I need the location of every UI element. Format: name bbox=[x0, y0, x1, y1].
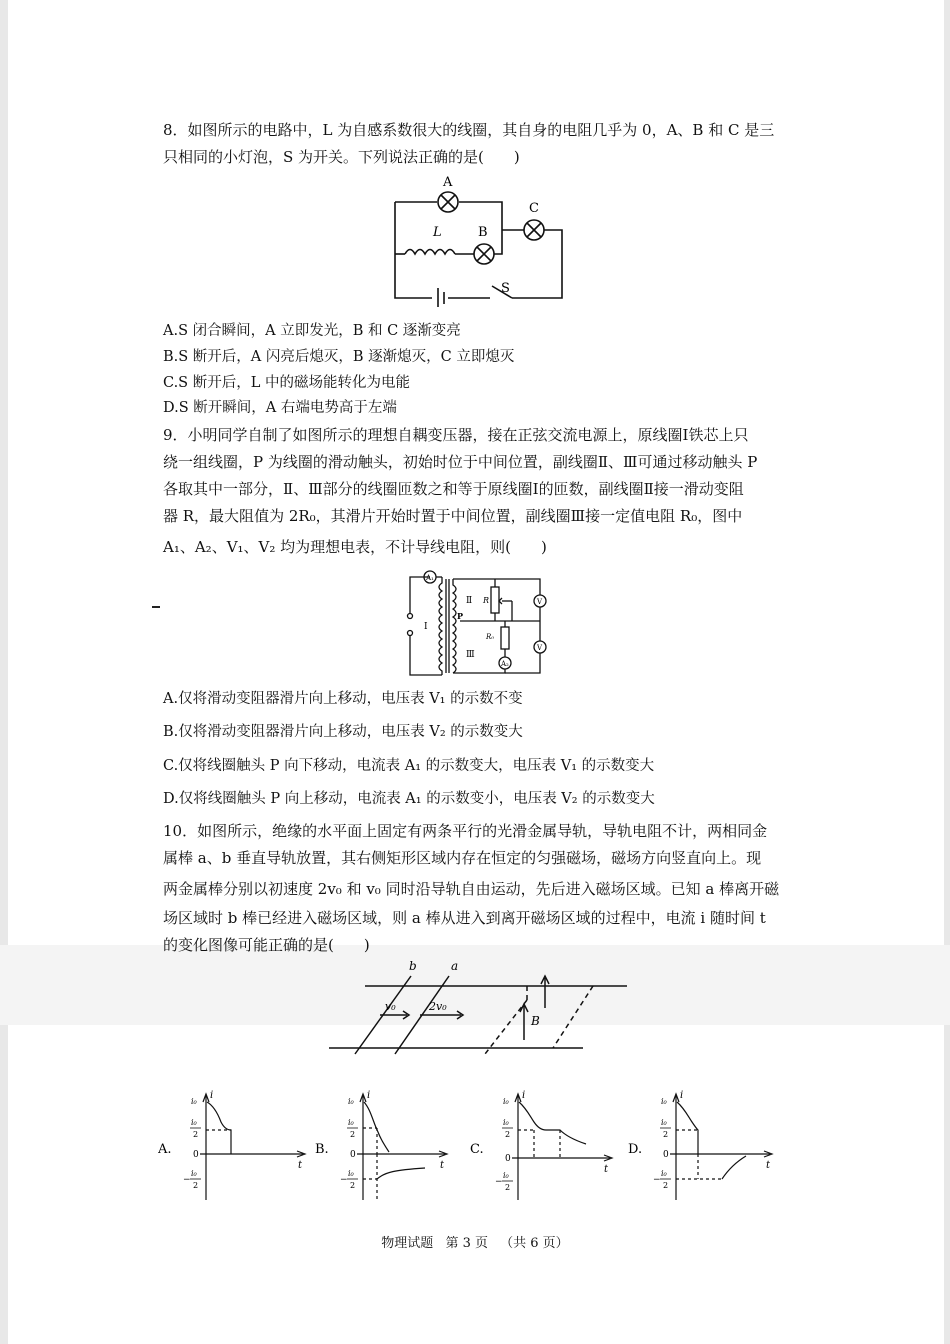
q9-stem-line-3: 各取其中一部分，Ⅱ、Ⅲ部分的线圈匝数之和等于原线圈Ⅰ的匝数，副线圈Ⅱ接一滑动变阻 bbox=[163, 480, 744, 498]
q8-label-switch: S bbox=[501, 281, 510, 296]
q8-label-a: A bbox=[443, 175, 453, 190]
q10-label-rod-a: a bbox=[451, 960, 459, 973]
q9-transformer-diagram bbox=[400, 565, 555, 685]
graph-a-i-label: i bbox=[210, 1090, 214, 1101]
graph-c-i-label: i bbox=[522, 1090, 526, 1101]
q9-stem-line-5: A₁、A₂、V₁、V₂ 均为理想电表，不计导线电阻，则( ) bbox=[163, 538, 547, 556]
graph-a-minus: − bbox=[183, 1175, 191, 1185]
graph-a-t-label: t bbox=[298, 1160, 303, 1171]
graph-c-t-label: t bbox=[604, 1164, 609, 1175]
footer-page: 第 3 页 bbox=[445, 1236, 488, 1251]
graph-c-letter: C. bbox=[470, 1142, 484, 1157]
q10-graph-c bbox=[470, 1088, 628, 1210]
graph-d-half-den: 2 bbox=[663, 1130, 669, 1139]
graph-c-zero: 0 bbox=[505, 1154, 511, 1164]
q9-label-p: P bbox=[457, 611, 464, 621]
footer-subject: 物理试题 bbox=[381, 1236, 434, 1251]
graph-d-neg-den: 2 bbox=[663, 1181, 669, 1190]
q10-label-vb: v₀ bbox=[385, 1000, 396, 1013]
scan-mark bbox=[152, 606, 160, 608]
graph-b-neg-den: 2 bbox=[350, 1181, 356, 1190]
q10-graph-a bbox=[158, 1088, 316, 1210]
graph-a-half-den: 2 bbox=[193, 1130, 199, 1139]
q9-option-b: B.仅将滑动变阻器滑片向上移动，电压表 V₂ 的示数变大 bbox=[163, 724, 523, 740]
q10-stem-line-1: 10．如图所示，绝缘的水平面上固定有两条平行的光滑金属导轨，导轨电阻不计，两相同金 bbox=[163, 822, 768, 840]
q8-option-d: D.S 断开瞬间，A 右端电势高于左端 bbox=[163, 400, 397, 416]
graph-b-i0: i₀ bbox=[348, 1097, 354, 1106]
graph-c-neg-num: i₀ bbox=[503, 1171, 509, 1180]
graph-b-letter: B. bbox=[315, 1142, 329, 1157]
graph-b-neg-num: i₀ bbox=[348, 1169, 354, 1178]
graph-c-half-den: 2 bbox=[505, 1130, 511, 1139]
graph-d-i-label: i bbox=[680, 1090, 684, 1101]
q8-label-c: C bbox=[529, 201, 539, 216]
graph-d-half-num: i₀ bbox=[661, 1118, 667, 1127]
q10-label-va: 2v₀ bbox=[429, 1000, 447, 1013]
q10-label-rod-b: b bbox=[409, 960, 417, 973]
q10-rails-diagram bbox=[325, 960, 635, 1055]
graph-d-zero: 0 bbox=[663, 1150, 669, 1160]
q9-label-v2: V bbox=[537, 644, 543, 652]
graph-d-letter: D. bbox=[628, 1142, 643, 1157]
graph-a-letter: A. bbox=[158, 1142, 172, 1157]
graph-b-i-label: i bbox=[367, 1090, 371, 1101]
graph-b-t-label: t bbox=[440, 1160, 445, 1171]
graph-c-half-num: i₀ bbox=[503, 1118, 509, 1127]
graph-d-i0: i₀ bbox=[661, 1097, 667, 1106]
q9-label-coil-3: Ⅲ bbox=[466, 650, 475, 660]
page-footer bbox=[0, 1232, 950, 1251]
graph-d-neg-num: i₀ bbox=[661, 1169, 667, 1178]
q8-label-b: B bbox=[478, 225, 488, 240]
q9-stem-line-2: 绕一组线圈，P 为线圈的滑动触头，初始时位于中间位置，副线圈Ⅱ、Ⅲ可通过移动触头 P bbox=[163, 453, 758, 471]
graph-a-neg-den: 2 bbox=[193, 1181, 199, 1190]
q9-option-d: D.仅将线圈触头 P 向上移动，电流表 A₁ 的示数变小，电压表 V₂ 的示数变大 bbox=[163, 791, 655, 807]
q9-label-v1: V bbox=[537, 598, 543, 606]
q9-label-r: R bbox=[483, 596, 490, 605]
q8-option-c: C.S 断开后，L 中的磁场能转化为电能 bbox=[163, 375, 410, 391]
q9-stem-line-4: 器 R，最大阻值为 2R₀，其滑片开始时置于中间位置，副线圈Ⅲ接一定值电阻 R₀，图中 bbox=[163, 507, 743, 525]
q8-option-b: B.S 断开后，A 闪亮后熄灭，B 逐渐熄灭，C 立即熄灭 bbox=[163, 349, 515, 365]
q9-label-coil-2: Ⅱ bbox=[466, 596, 473, 606]
graph-a-half-num: i₀ bbox=[191, 1118, 197, 1127]
scan-edge-right bbox=[944, 0, 950, 1344]
q9-label-a1: A₁ bbox=[426, 574, 434, 582]
q10-stem-line-3: 两金属棒分别以初速度 2v₀ 和 v₀ 同时沿导轨自由运动，先后进入磁场区域。已知 a 棒离开磁 bbox=[163, 880, 780, 898]
graph-b-minus: − bbox=[340, 1175, 348, 1185]
q9-label-coil-1: Ⅰ bbox=[424, 622, 428, 632]
q9-option-a: A.仅将滑动变阻器滑片向上移动，电压表 V₁ 的示数不变 bbox=[163, 691, 523, 707]
graph-d-minus: − bbox=[653, 1175, 661, 1185]
q9-option-c: C.仅将线圈触头 P 向下移动，电流表 A₁ 的示数变大，电压表 V₁ 的示数变大 bbox=[163, 758, 655, 774]
q8-stem-line-2: 只相同的小灯泡，S 为开关。下列说法正确的是( ) bbox=[163, 148, 520, 166]
q8-option-a: A.S 闭合瞬间，A 立即发光，B 和 C 逐渐变亮 bbox=[163, 323, 461, 339]
graph-a-zero: 0 bbox=[193, 1150, 199, 1160]
graph-a-neg-num: i₀ bbox=[191, 1169, 197, 1178]
graph-c-minus: − bbox=[495, 1177, 503, 1187]
scan-edge-left bbox=[0, 0, 8, 1344]
graph-b-half-den: 2 bbox=[350, 1130, 356, 1139]
footer-total: （共 6 页） bbox=[500, 1236, 569, 1251]
q10-stem-line-4: 场区域时 b 棒已经进入磁场区域，则 a 棒从进入到离开磁场区域的过程中，电流 i 随时间 t bbox=[163, 909, 766, 927]
graph-d-t-label: t bbox=[766, 1160, 771, 1171]
q10-graph-d bbox=[628, 1088, 786, 1210]
q8-label-coil: L bbox=[433, 225, 442, 240]
q9-label-r0: R₀ bbox=[486, 633, 495, 641]
q9-label-a2: A₂ bbox=[501, 660, 509, 668]
graph-c-i0: i₀ bbox=[503, 1097, 509, 1106]
q8-stem-line-1: 8．如图所示的电路中，L 为自感系数很大的线圈，其自身的电阻几乎为 0，A、B 和 C 是三 bbox=[163, 121, 775, 139]
q10-graph-b bbox=[315, 1088, 473, 1210]
graph-a-i0: i₀ bbox=[191, 1097, 197, 1106]
q10-label-field: B bbox=[531, 1014, 540, 1028]
graph-b-half-num: i₀ bbox=[348, 1118, 354, 1127]
q9-stem-line-1: 9．小明同学自制了如图所示的理想自耦变压器，接在正弦交流电源上，原线圈Ⅰ铁芯上只 bbox=[163, 426, 749, 444]
graph-c-neg-den: 2 bbox=[505, 1183, 511, 1192]
graph-b-zero: 0 bbox=[350, 1150, 356, 1160]
q10-stem-line-2: 属棒 a、b 垂直导轨放置，其右侧矩形区域内存在恒定的匀强磁场，磁场方向竖直向上。现 bbox=[163, 849, 762, 867]
q8-circuit-diagram bbox=[380, 172, 580, 307]
q10-stem-line-5: 的变化图像可能正确的是( ) bbox=[163, 936, 370, 954]
